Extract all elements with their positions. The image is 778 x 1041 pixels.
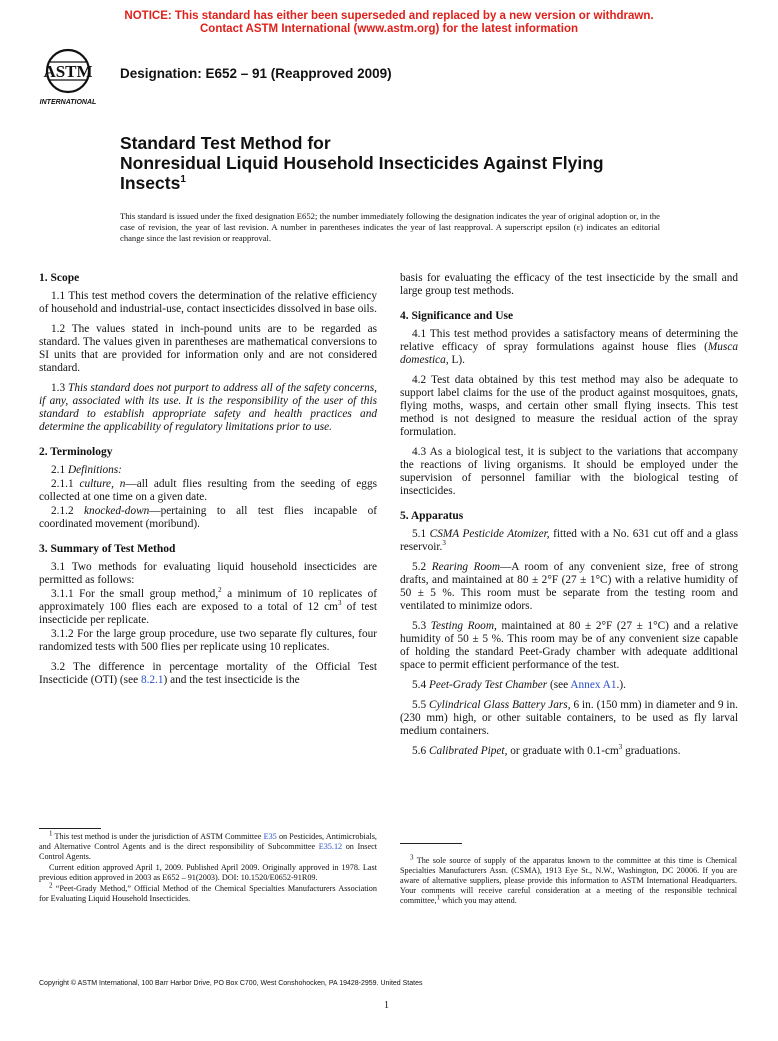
footnote-rule-right (400, 843, 462, 844)
logo-letters: ASTM (43, 62, 93, 81)
para-4-1: 4.1 This test method provides a satisfactory means of determining the relative efficacy of spray formulations against house flies (Musca domestica, L). (400, 328, 738, 366)
para-3-1-2: 3.1.2 For the large group procedure, use two separate fly cultures, four randomized tests with 500 flies per replicate using 10 replicates. (39, 628, 377, 653)
footnote-2: $^2$ “Peet-Grady Method,” Official Method of the Chemical Specialties Manufacturers Association for Evaluating Liquid Household Insecticides. (39, 881, 377, 903)
footnote-3: $^3$ The sole source of supply of the apparatus known to the committee at this time is Chemical Specialties Manufacturers Assn. (CSMA), 1913 Eye St., N.W., Washington, DC 20006. If you are aware of alternative suppliers, please provide this information to ASTM International Headquarters. Your comments will receive careful consideration at a meeting of the responsible technical committee,$^1$ which you may attend. (400, 853, 737, 905)
footnote-1-edition: Current edition approved April 1, 2009. Published April 2009. Originally approved in 1978. Last previous edition approved in 2003 as E652 – 91(2003). DOI: 10.1520/E0652-91R09. (39, 863, 377, 882)
footnotes-right (400, 853, 737, 907)
notice-line-2: Contact ASTM International (www.astm.org) for the latest information (199, 23, 579, 35)
section-heading-scope: 1. Scope (39, 272, 80, 284)
para-1-2: 1.2 The values stated in inch-pound units are to be regarded as standard. The values given in parentheses are mathematical conversions to SI units that are provided for information only and are not considered standard. (39, 323, 377, 374)
footnote-1: $^1$ This test method is under the jurisdiction of ASTM Committee E35 on Pesticides, Antimicrobials, and Alternative Control Agents and is the direct responsibility of Subcommittee E35.12 on Insect Control Agents. (39, 829, 377, 861)
para-2-1-1: 2.1.1 culture, n—all adult flies resulting from the seeding of eggs collected at one time on a given date. (39, 478, 377, 503)
title-line-2: Nonresidual Liquid Household Insecticides Against Flying (120, 153, 604, 173)
para-4-3: 4.3 As a biological test, it is subject to the variations that accompany the reactions of living organisms. It should be employed under the supervision of personnel familiar with the biological testing of insecticides. (400, 446, 738, 497)
para-2-1-2: 2.1.2 knocked-down—pertaining to all test flies incapable of coordinated movement (moribund). (39, 505, 377, 530)
copyright-line: Copyright © ASTM International, 100 Barr Harbor Drive, PO Box C700, West Conshohocken, PA 19428-2959. United States (39, 980, 423, 987)
section-link-8-2-1[interactable]: 8.2.1 (140, 674, 164, 686)
astm-logo (38, 44, 114, 106)
notice-line-1: NOTICE: This standard has either been superseded and replaced by a new version or withdrawn. (124, 10, 654, 22)
para-5-3: 5.3 Testing Room, maintained at 80 ± 2°F (27 ± 1°C) and a relative humidity of 50 ± 5 %. This room may be of any convenient size capable of holding the standard Peet-Grady chamber with adequate additional space to permit efficient performance of the test. (400, 620, 738, 671)
committee-link-e35[interactable]: E35 (263, 832, 277, 841)
right-column (400, 272, 738, 765)
para-5-5: 5.5 Cylindrical Glass Battery Jars, 6 in. (150 mm) in diameter and 9 in. (230 mm) high, or other suitable containers, to be used as fly larval medium containers. (400, 699, 738, 737)
para-5-4: 5.4 Peet-Grady Test Chamber (see Annex A1.). (412, 679, 626, 691)
para-3-1-1: 3.1.1 For the small group method,$^2$ a minimum of 10 replicates of approximately 100 flies each are exposed to a total of 12 $cm^3$ of test insecticide per replicate. (39, 586, 377, 626)
para-5-2: 5.2 Rearing Room—A room of any convenient size, free of strong drafts, and maintained at 80 ± 2°F (27 ± 1°C) with a relative humidity of 50 ± 5 %. This room must be separate from the testing room and ventilated to minimize odors. (400, 561, 738, 612)
para-3-2: 3.2 The difference in percentage mortality of the Official Test Insecticide (OTI) (see 8.2.1) and the test insecticide is the (39, 661, 377, 686)
page-number: 1 (384, 1000, 389, 1011)
para-3-1: 3.1 Two methods for evaluating liquid household insecticides are permitted as follows: (39, 561, 377, 586)
title-footnote-ref[interactable]: 1 (180, 174, 186, 186)
footnotes-left (39, 829, 377, 905)
annex-link-a1[interactable]: Annex A1 (570, 679, 617, 691)
document-title (120, 133, 680, 193)
para-1-1: 1.1 This test method covers the determination of the relative efficiency of household and industrial-use, contact insecticides dissolved in base oils. (39, 290, 377, 315)
para-4-2: 4.2 Test data obtained by this test method may also be adequate to support label claims for the use of the product against mosquitoes, gnats, flying moths, wasps, and certain other small flying insects. This test method is not designed to measure the residual action of the spray formulation. (400, 374, 738, 438)
title-line-1: Standard Test Method for (120, 133, 331, 153)
left-column (39, 272, 377, 694)
para-3-2-continued: basis for evaluating the efficacy of the test insecticide by the small and large group test methods. (400, 272, 738, 297)
subcommittee-link-e35-12[interactable]: E35.12 (318, 842, 343, 851)
section-heading-significance: 4. Significance and Use (400, 310, 514, 322)
footnote-ref-2[interactable]: 2 (218, 586, 222, 595)
designation: Designation: E652 – 91 (Reapproved 2009) (120, 66, 392, 81)
footnote-ref-3[interactable]: 3 (442, 539, 446, 548)
section-heading-terminology: 2. Terminology (39, 446, 113, 458)
para-2-1: 2.1 Definitions: (51, 464, 122, 476)
para-5-6: 5.6 Calibrated Pipet, or graduate with $0.1-cm^3$ graduations. (412, 743, 681, 757)
title-line-3: Insects (120, 173, 181, 193)
logo-international: INTERNATIONAL (39, 99, 97, 106)
section-heading-summary: 3. Summary of Test Method (39, 543, 176, 555)
para-5-1: 5.1 CSMA Pesticide Atomizer, fitted with a No. 631 cut off and a glass reservoir.$^3$ (400, 528, 738, 553)
para-1-3: 1.3 This standard does not purport to address all of the safety concerns, if any, associated with its use. It is the responsibility of the user of this standard to establish appropriate safety and health practices and determine the applicability of regulatory limitations prior to use. (39, 382, 377, 433)
withdrawn-notice (0, 10, 778, 36)
section-heading-apparatus: 5. Apparatus (400, 510, 464, 522)
issuance-note: This standard is issued under the fixed designation E652; the number immediately following the designation indicates the year of original adoption or, in the case of revision, the year of last revision. A number in parentheses indicates the year of last reapproval. A superscript epsilon (ε) indicates an editorial change since the last revision or reapproval. (120, 211, 660, 243)
